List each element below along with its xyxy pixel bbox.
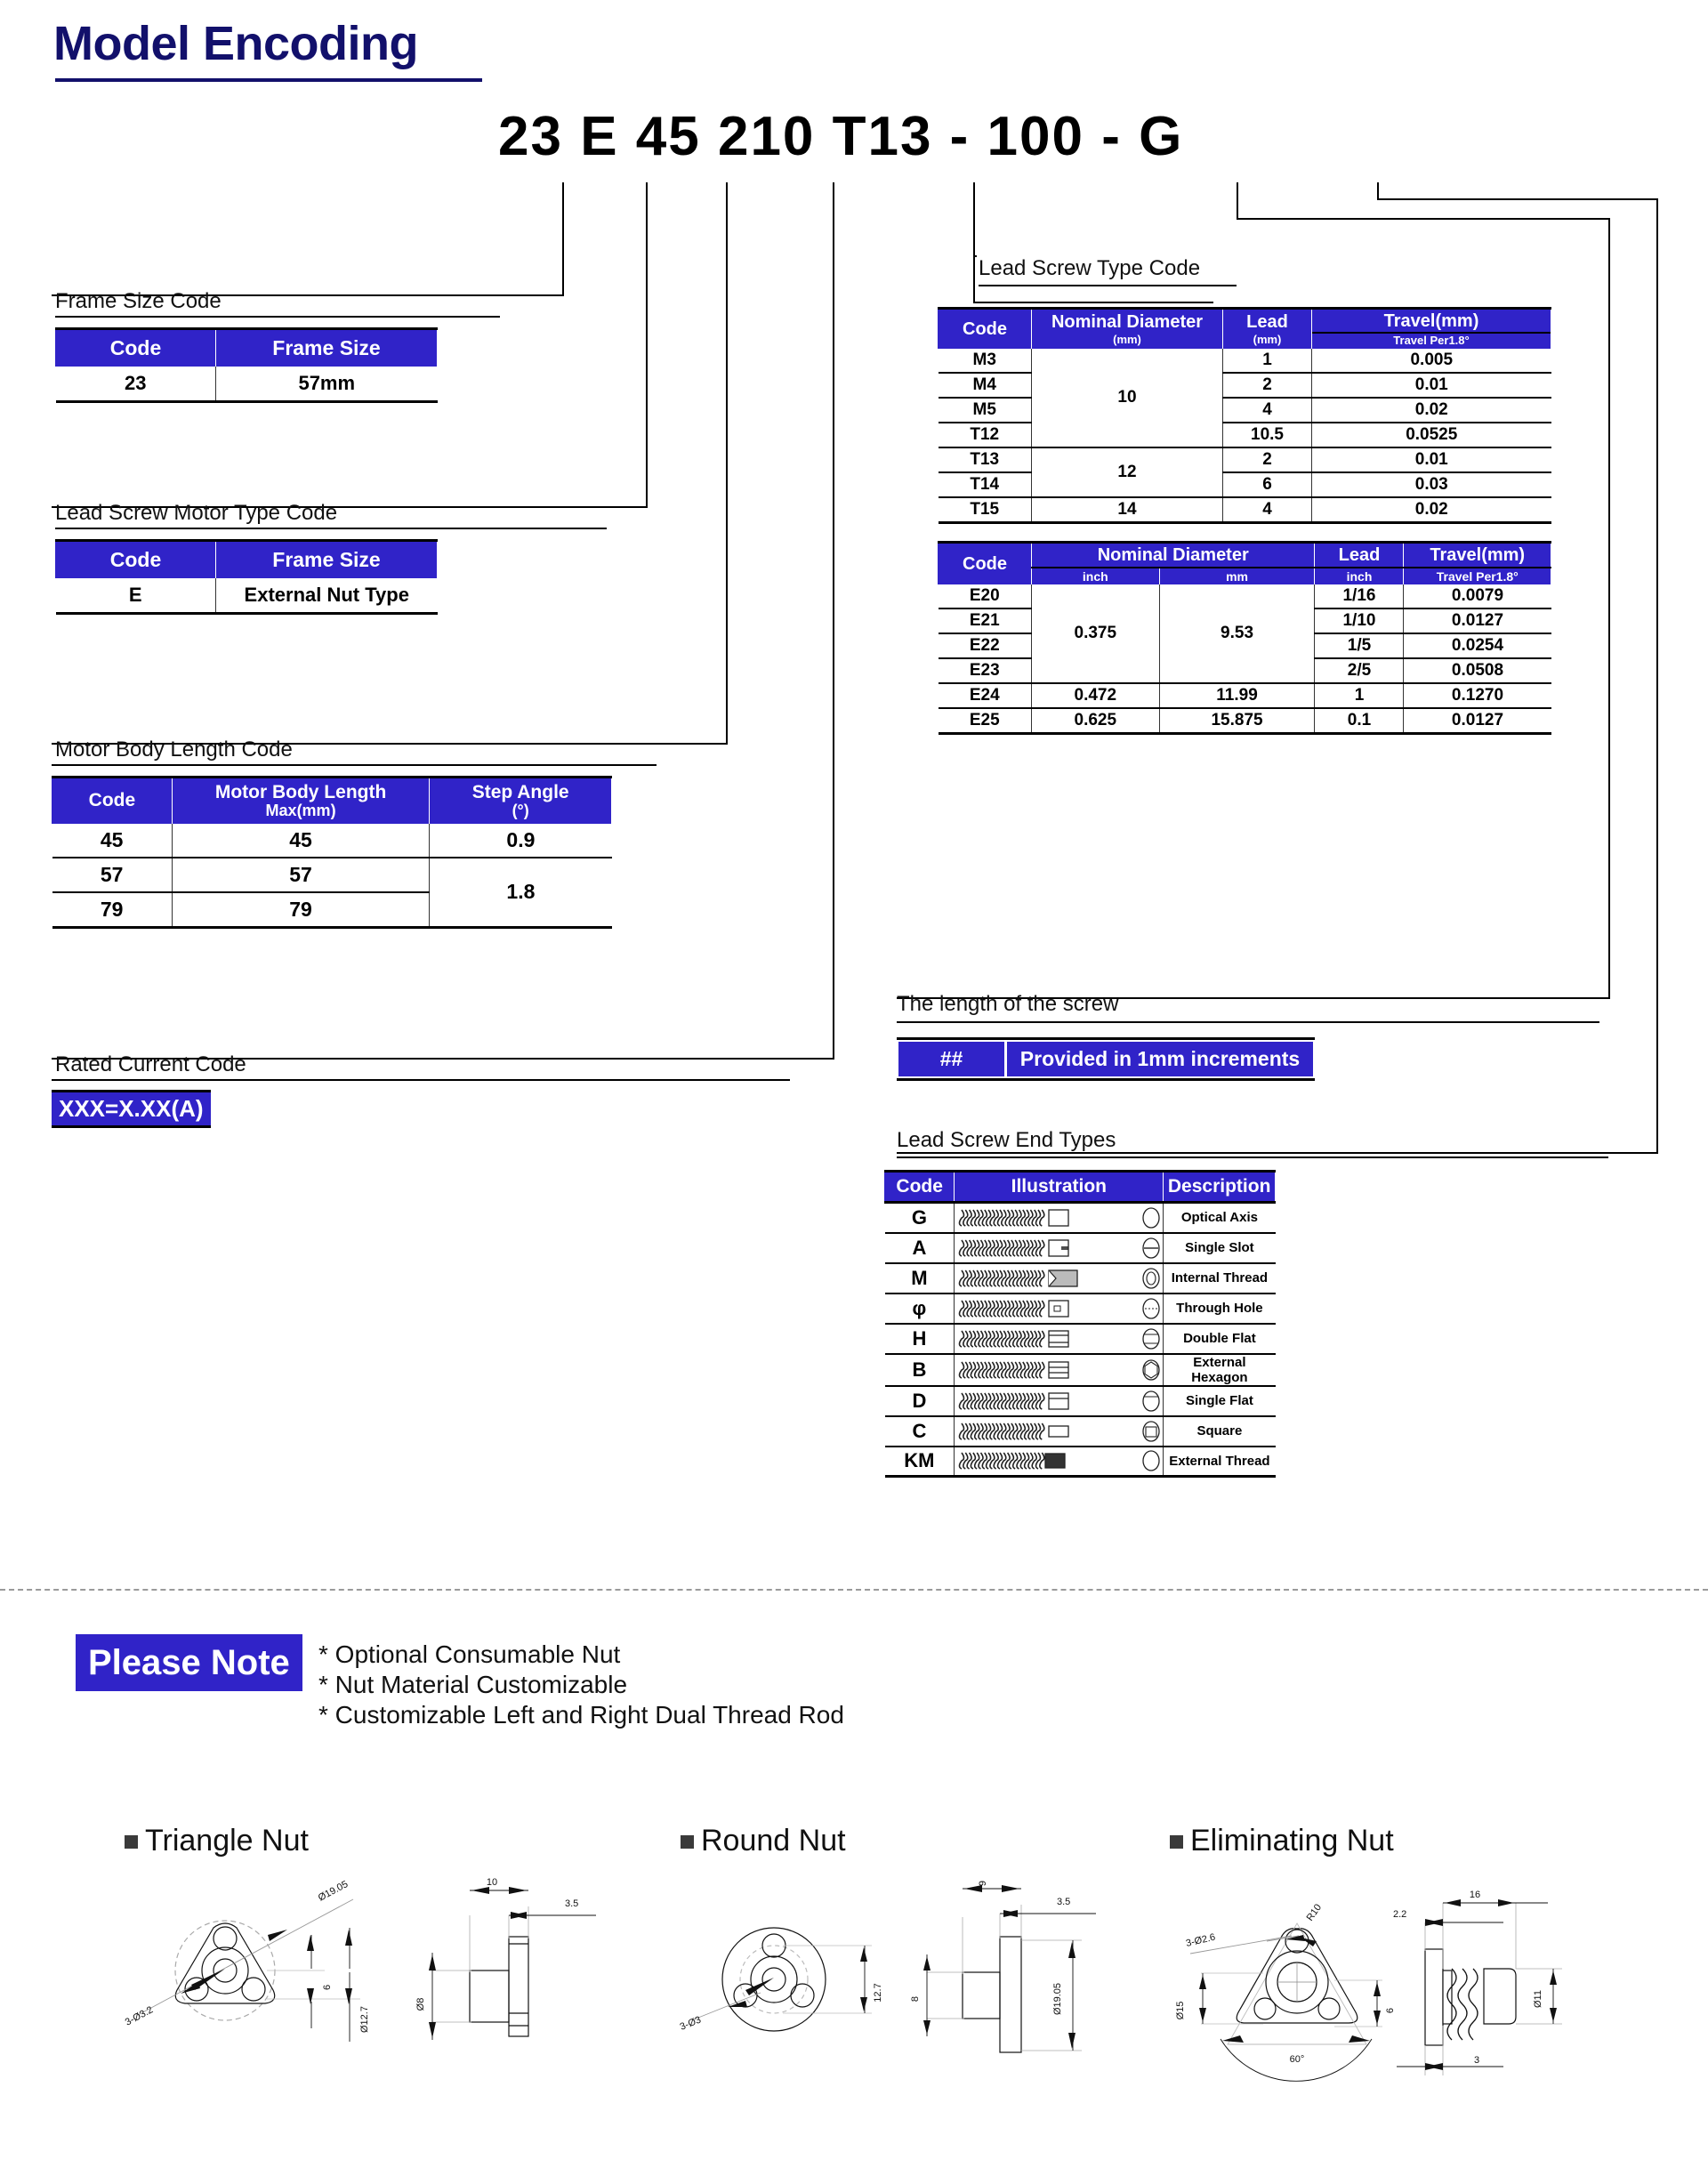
cell-end-code: KM [885,1447,955,1477]
table-row [939,373,1551,398]
cell-code: M4 [939,373,1032,398]
cell-end-description: Internal Thread [1164,1263,1276,1294]
rated-current-caption: Rated Current Code [55,1052,246,1076]
cell-lead: 1/10 [1315,608,1404,633]
cell-length: 79 [172,892,430,928]
cell-code: E20 [939,584,1032,608]
cell-code: T14 [939,472,1032,497]
th-step-angle [430,778,612,824]
th-travel-sub [1404,568,1551,584]
round-nut-side-view [907,1864,1130,2091]
screw-end-illustration-icon [955,1326,1163,1352]
leader-line-screw-length-v2 [1608,218,1610,999]
table-header-row [56,541,438,579]
cell-code: 23 [56,367,216,402]
cell-inch: 0.625 [1032,708,1160,734]
th-nominal-diameter [1032,309,1223,350]
cell-end-code: C [885,1416,955,1447]
table-row [52,824,612,858]
section-divider [0,1589,1708,1591]
cell-travel: 0.0508 [1404,658,1551,683]
dim-3-d3-2: 3-Ø3.2 [123,2004,156,2028]
end-types-table-wrap [884,1170,1276,1478]
table-header-row [56,329,438,367]
th-travel-sub-label: Travel Per1.8° [1436,569,1519,584]
motor-type-caption: Lead Screw Motor Type Code [55,501,338,525]
th-diam-label: Nominal Diameter [1051,312,1204,332]
th-travel: Travel(mm) [1404,543,1551,568]
cell-code: E23 [939,658,1032,683]
end-types-caption-rule [897,1157,1608,1158]
dim-r10: R10 [1304,1902,1325,1923]
please-note-lines [318,1640,844,1730]
cell-end-illustration [955,1354,1164,1386]
table-header-row [939,309,1551,350]
cell-mm: 11.99 [1159,683,1315,708]
leader-line-screw-type-v2 [973,255,975,303]
end-types-caption: Lead Screw End Types [897,1128,1116,1152]
leader-line-screw-length-v [1237,182,1238,220]
cell-travel: 0.1270 [1404,683,1551,708]
table-row [885,1447,1276,1477]
screw-length-caption-rule [897,1021,1599,1023]
cell-end-code: M [885,1263,955,1294]
lead-screw-imperial-table-wrap [938,541,1551,735]
nut-title: Triangle Nut [145,1824,309,1858]
dim-9: 9 [978,1880,988,1887]
table-header-row [52,778,612,824]
note-line: * Customizable Left and Right Dual Thread Rod [318,1701,844,1729]
motor-type-caption-rule [55,528,607,529]
th-code: Code [885,1172,955,1203]
leader-line-end-types-v [1377,182,1379,200]
cell-length: 45 [172,824,430,858]
cell-lead: 2 [1223,373,1312,398]
screw-end-illustration-icon [955,1447,1163,1474]
cell-travel: 0.0079 [1404,584,1551,608]
cell-mm: 15.875 [1159,708,1315,734]
cell-travel: 0.0127 [1404,708,1551,734]
leader-line-end-types-v2 [1656,198,1658,1154]
cell-lead: 4 [1223,398,1312,423]
nut-header-round [681,1824,846,1858]
cell-travel: 0.02 [1312,398,1551,423]
th-diam-mm-label: mm [1226,569,1248,584]
nut-header-triangle [125,1824,309,1858]
cell-code: E21 [939,608,1032,633]
cell-code: 57 [52,858,173,892]
table-header-row [939,543,1551,568]
cell-end-illustration [955,1416,1164,1447]
cell-travel: 0.02 [1312,497,1551,523]
cell-inch: 0.472 [1032,683,1160,708]
cell-code: ## [898,1042,1005,1076]
screw-end-illustration-icon [955,1418,1163,1445]
th-frame-size: Frame Size [216,541,438,579]
table-row [939,423,1551,447]
cell-end-code: H [885,1324,955,1354]
cell-lead: 1/16 [1315,584,1404,608]
cell-end-illustration [955,1233,1164,1263]
cell-end-description: Optical Axis [1164,1203,1276,1233]
cell-code: 45 [52,824,173,858]
nut-header-eliminating [1170,1824,1394,1858]
lead-screw-metric-table [938,307,1551,524]
cell-code: E22 [939,633,1032,658]
screw-end-illustration-icon [955,1205,1163,1231]
table-row [939,447,1551,472]
please-note-badge-wrap [76,1643,302,1683]
th-travel-label: Travel(mm) [1312,310,1551,334]
body-length-table [52,776,612,929]
note-line: * Nut Material Customizable [318,1671,628,1699]
cell-code: T12 [939,423,1032,447]
cell-code: M5 [939,398,1032,423]
dim-3: 3 [1473,2055,1480,2066]
rated-current-value: XXX=X.XX(A) [52,1090,211,1128]
cell-end-illustration [955,1386,1164,1416]
cell-description: Provided in 1mm increments [1007,1042,1313,1076]
cell-end-code: G [885,1203,955,1233]
table-row [939,398,1551,423]
table-row [898,1042,1313,1076]
table-row [885,1233,1276,1263]
th-lead-inch-label: inch [1346,569,1373,584]
leader-line-screw-type-v [973,182,975,257]
dim-3-5: 3.5 [565,1898,579,1909]
lead-screw-metric-table-wrap [938,307,1551,524]
cell-diameter: 12 [1032,447,1223,497]
cell-frame-size: 57mm [216,367,438,402]
dim-d19-05: Ø19.05 [1052,1982,1063,2016]
th-code: Code [939,543,1032,585]
cell-travel: 0.01 [1312,447,1551,472]
table-row [939,708,1551,734]
cell-end-description: Single Flat [1164,1386,1276,1416]
lead-screw-imperial-table [938,541,1551,735]
cell-angle: 0.9 [430,824,612,858]
cell-end-code: D [885,1386,955,1416]
cell-lead: 1 [1315,683,1404,708]
table-row [885,1294,1276,1324]
end-types-table [884,1170,1276,1478]
th-illustration: Illustration [955,1172,1164,1203]
dim-10: 10 [486,1877,498,1888]
cell-code: T15 [939,497,1032,523]
th-diam-inch [1032,568,1160,584]
cell-code: E24 [939,683,1032,708]
cell-diameter: 10 [1032,349,1223,447]
th-lead [1223,309,1312,350]
motor-type-table [55,539,438,615]
square-bullet-icon [125,1835,138,1849]
table-row [885,1263,1276,1294]
body-length-caption: Motor Body Length Code [55,737,293,762]
th-diam-unit: (mm) [1113,333,1141,346]
cell-end-description: Square [1164,1416,1276,1447]
leader-line-screw-type-h2 [973,302,1213,303]
cell-inch: 0.375 [1032,584,1160,683]
leader-line-rated-current-v [833,182,834,1060]
note-line: * Optional Consumable Nut [318,1640,621,1668]
th-travel-sub: Travel Per1.8° [1393,334,1470,347]
cell-lead: 6 [1223,472,1312,497]
cell-travel: 0.005 [1312,349,1551,373]
dim-6: 6 [1385,2007,1396,2014]
cell-travel: 0.01 [1312,373,1551,398]
th-description: Description [1164,1172,1276,1203]
dim-16: 16 [1469,1890,1481,1900]
table-row [56,367,438,402]
triangle-nut-front-view [120,1873,396,2095]
nut-title: Eliminating Nut [1190,1824,1394,1858]
cell-end-description: Double Flat [1164,1324,1276,1354]
th-code: Code [52,778,173,824]
dim-8: 8 [910,1995,921,2003]
table-row [885,1354,1276,1386]
th-len-bot: Max(mm) [265,802,336,820]
th-code: Code [56,541,216,579]
th-motor-body-length [172,778,430,824]
th-lead: Lead [1315,543,1404,568]
table-row [885,1386,1276,1416]
th-diam-mm [1159,568,1315,584]
square-bullet-icon [1170,1835,1183,1849]
dim-60deg: 60° [1289,2054,1305,2065]
frame-size-table [55,327,438,403]
cell-end-illustration [955,1203,1164,1233]
th-travel [1312,309,1551,350]
cell-end-code: φ [885,1294,955,1324]
screw-length-table-wrap [897,1037,1315,1081]
motor-type-table-wrap [55,539,438,615]
rated-current-caption-rule [52,1079,790,1081]
screw-end-illustration-icon [955,1357,1163,1383]
table-row [939,584,1551,608]
cell-code: T13 [939,447,1032,472]
model-code-string: 23 E 45 210 T13 - 100 - G [498,106,1184,167]
cell-code: E25 [939,708,1032,734]
cell-code: 79 [52,892,173,928]
frame-size-caption: Frame Size Code [55,289,222,313]
cell-length: 57 [172,858,430,892]
triangle-nut-side-view [400,1864,605,2091]
table-row [885,1324,1276,1354]
th-nominal-diameter: Nominal Diameter [1032,543,1315,568]
th-lead-label: Lead [1246,312,1288,332]
screw-type-caption-rule [979,285,1237,286]
screw-end-illustration-icon [955,1235,1163,1261]
table-row [885,1416,1276,1447]
cell-end-description: External Hexagon [1164,1354,1276,1386]
cell-mm: 9.53 [1159,584,1315,683]
table-row [939,472,1551,497]
please-note-badge: Please Note [76,1634,302,1691]
screw-end-illustration-icon [955,1295,1163,1322]
leader-line-screw-length-h [1237,218,1610,220]
th-len-top: Motor Body Length [214,782,387,802]
dim-12-7: 12.7 [873,1983,883,2003]
cell-end-illustration [955,1263,1164,1294]
cell-end-description: External Thread [1164,1447,1276,1477]
cell-end-code: B [885,1354,955,1386]
table-row [939,349,1551,373]
leader-line-end-types-h [1377,198,1658,200]
rated-current-box-wrap [52,1090,211,1128]
lead-screw-type-caption: Lead Screw Type Code [979,256,1201,280]
body-length-caption-rule [52,764,657,766]
dim-d8: Ø8 [415,1997,426,2011]
leader-line-body-length-v [726,182,728,745]
th-code: Code [56,329,216,367]
cell-end-illustration [955,1324,1164,1354]
table-header-row [885,1172,1276,1203]
th-code: Code [939,309,1032,350]
cell-lead: 10.5 [1223,423,1312,447]
dim-d12-7: Ø12.7 [359,2006,370,2033]
table-row [939,497,1551,523]
table-row [885,1203,1276,1233]
dim-3-d2-6: 3-Ø2.6 [1184,1931,1217,1949]
th-diam-inch-label: inch [1082,569,1108,584]
cell-lead: 2 [1223,447,1312,472]
cell-lead: 1/5 [1315,633,1404,658]
square-bullet-icon [681,1835,694,1849]
frame-size-table-wrap [55,327,438,403]
dim-d15: Ø15 [1175,2001,1186,2020]
cell-end-illustration [955,1294,1164,1324]
th-ang-top: Step Angle [471,782,569,802]
th-lead-unit: (mm) [1253,333,1282,346]
screw-end-illustration-icon [955,1265,1163,1292]
cell-type: External Nut Type [216,578,438,614]
dim-3-d3: 3-Ø3 [678,2014,703,2033]
table-row [939,683,1551,708]
round-nut-front-view [676,1895,925,2082]
cell-travel: 0.0127 [1404,608,1551,633]
eliminating-nut-side-view [1370,1864,1637,2095]
cell-lead: 2/5 [1315,658,1404,683]
cell-travel: 0.0254 [1404,633,1551,658]
leader-line-frame-size-v [562,182,564,296]
cell-lead: 0.1 [1315,708,1404,734]
table-row [52,858,612,892]
dim-d11: Ø11 [1533,1990,1543,2008]
cell-travel: 0.0525 [1312,423,1551,447]
nut-title: Round Nut [701,1824,846,1858]
th-lead-inch [1315,568,1404,584]
cell-end-description: Single Slot [1164,1233,1276,1263]
screw-length-caption: The length of the screw [897,992,1119,1016]
screw-end-illustration-icon [955,1388,1163,1414]
cell-diameter: 14 [1032,497,1223,523]
screw-length-table [897,1037,1315,1081]
cell-end-illustration [955,1447,1164,1477]
cell-end-description: Through Hole [1164,1294,1276,1324]
cell-end-code: A [885,1233,955,1263]
cell-lead: 1 [1223,349,1312,373]
leader-line-motor-type-v [646,182,648,508]
dim-3-5: 3.5 [1057,1897,1071,1907]
cell-lead: 4 [1223,497,1312,523]
table-row [56,578,438,614]
title-underline [55,78,482,82]
body-length-table-wrap [52,776,612,929]
cell-angle: 1.8 [430,858,612,928]
page-title: Model Encoding [53,17,418,70]
th-ang-bot: (°) [512,802,529,820]
cell-travel: 0.03 [1312,472,1551,497]
dim-6: 6 [322,1984,333,1990]
dim-d19-05: Ø19.05 [316,1879,350,1904]
frame-size-caption-rule [55,316,500,318]
dim-2-2: 2.2 [1393,1909,1407,1920]
cell-code: E [56,578,216,614]
th-frame-size: Frame Size [216,329,438,367]
cell-code: M3 [939,349,1032,373]
